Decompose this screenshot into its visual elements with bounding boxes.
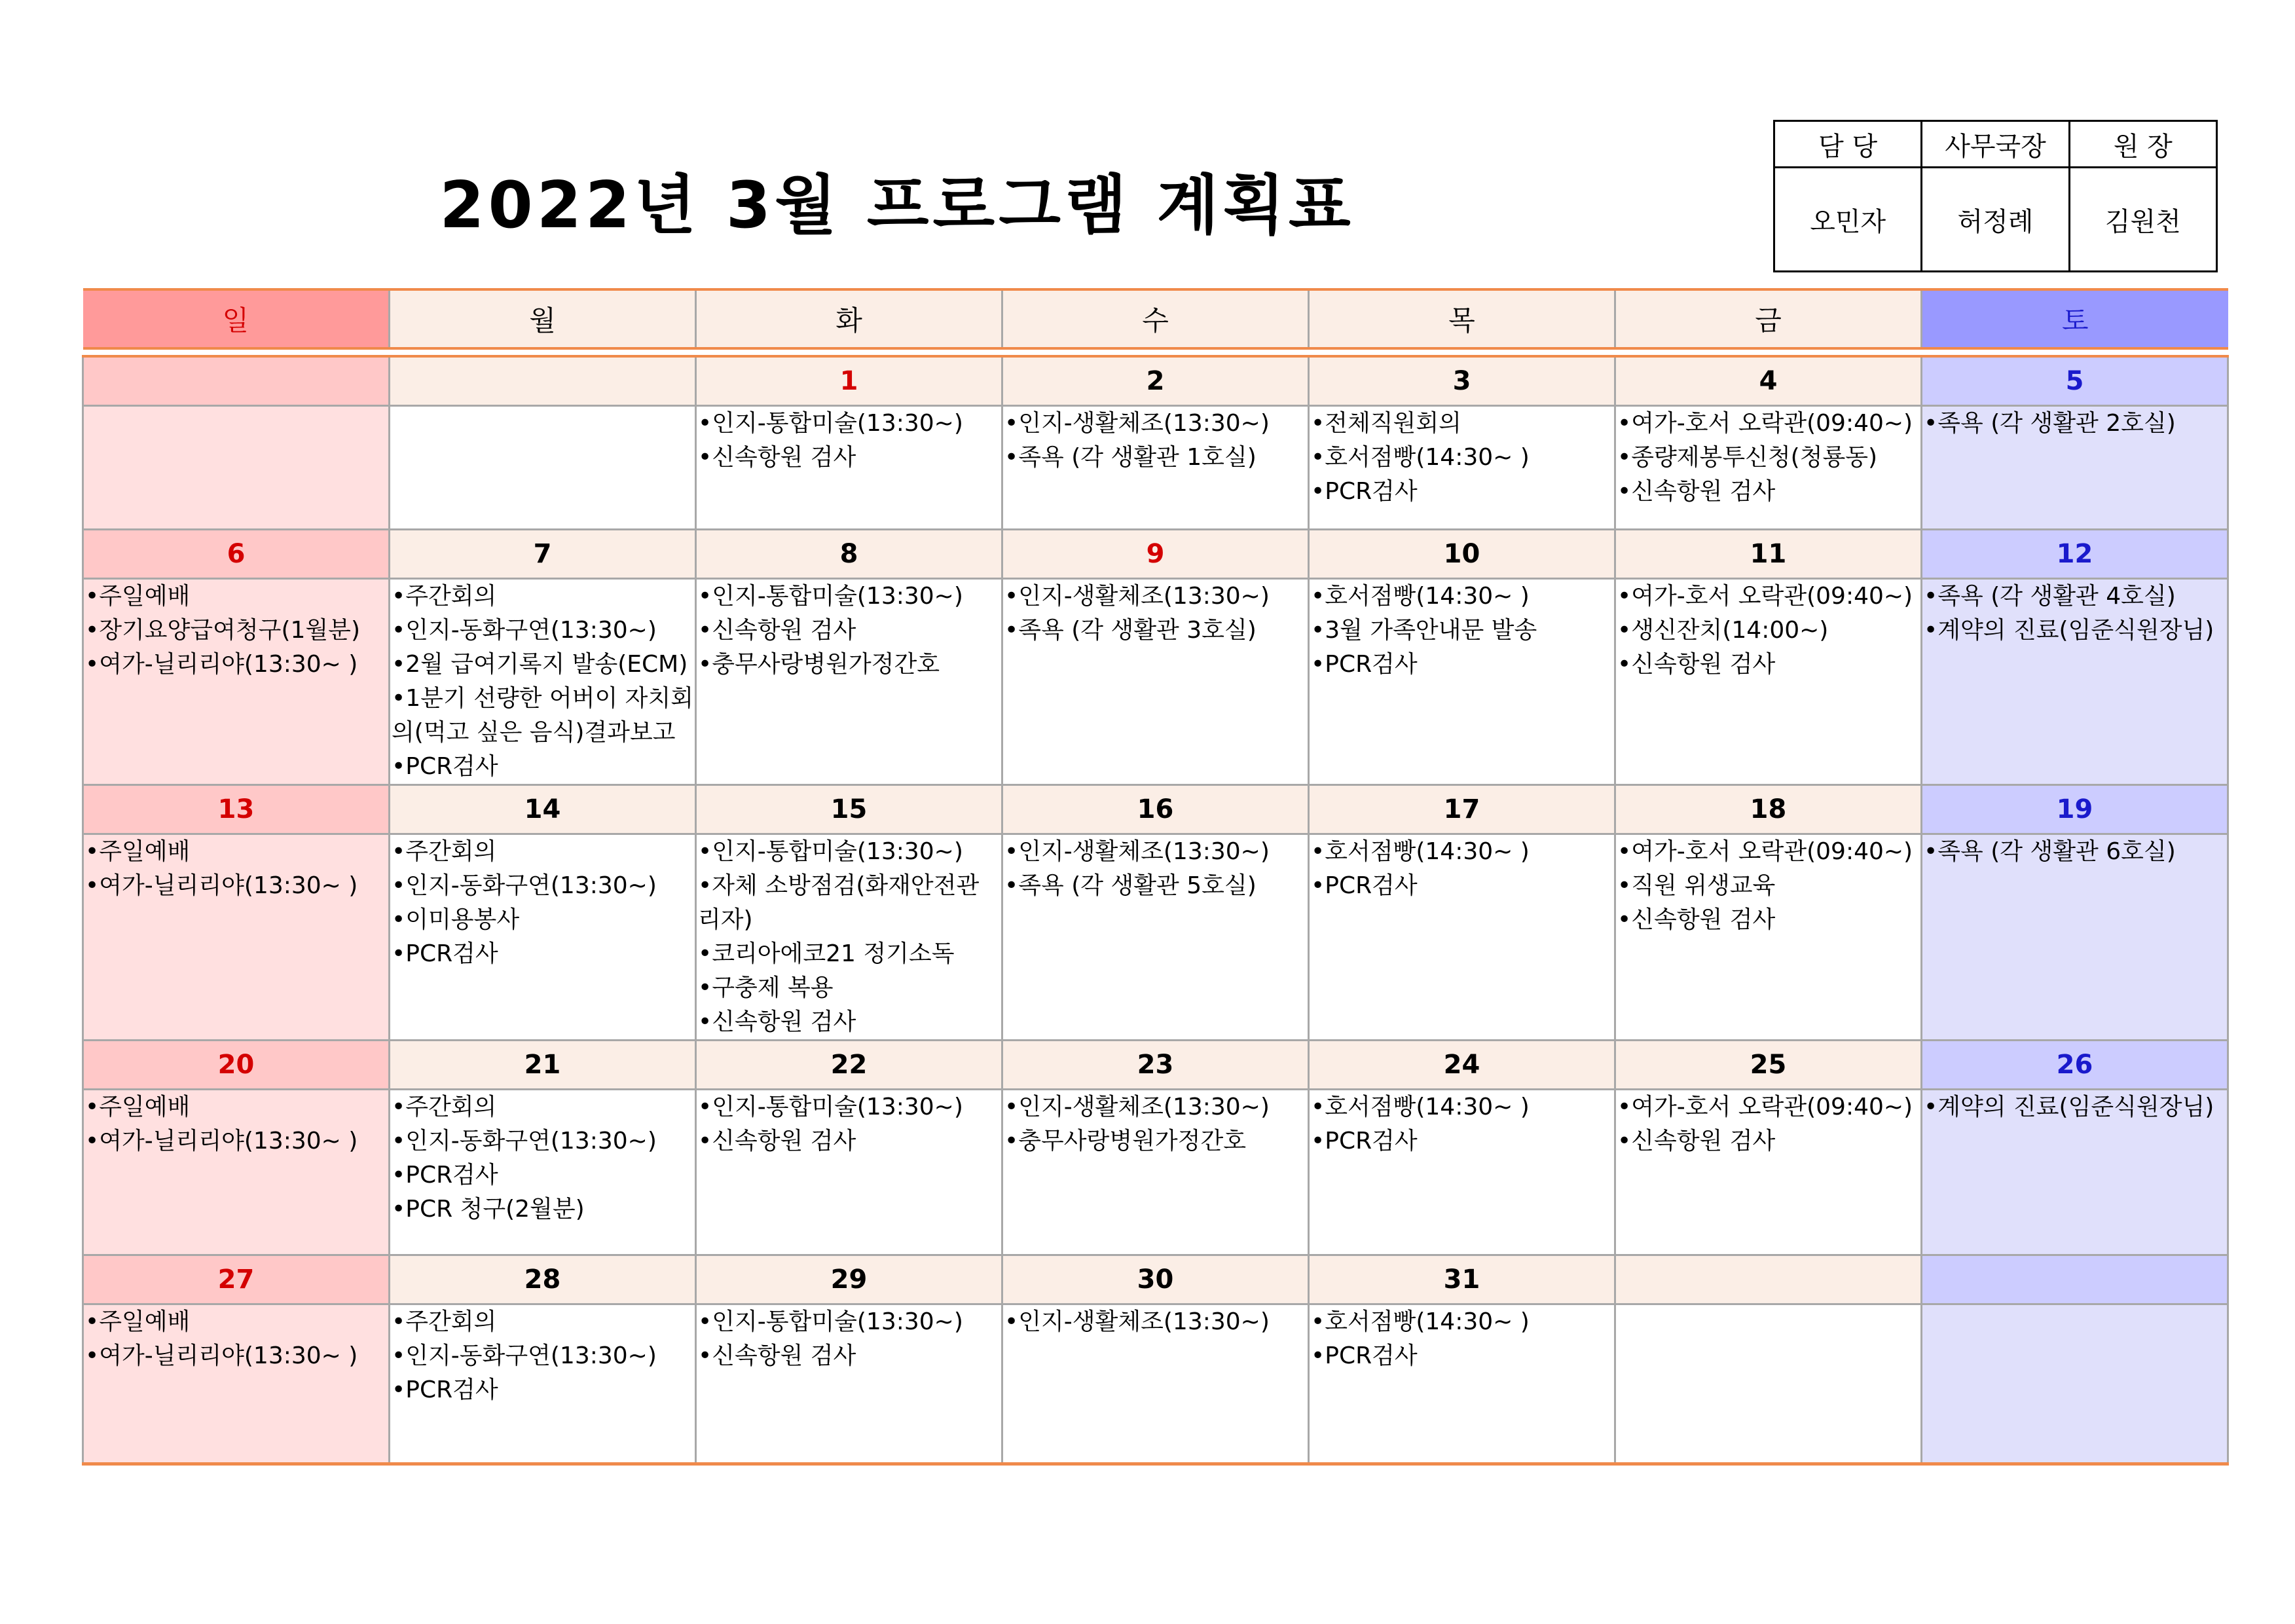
- day-events-cell: [696, 834, 1002, 1041]
- date-cell: 4: [1615, 356, 1922, 406]
- event-item: • 인지-통합미술(13:30~): [698, 1090, 1000, 1124]
- event-item: • 신속항원 검사: [1617, 903, 1919, 937]
- event-item: • 호서점빵(14:30~ ): [1311, 580, 1613, 614]
- event-list: [1922, 407, 2227, 441]
- event-item: • 인지-동화구연(13:30~): [392, 869, 693, 903]
- event-item: • 족욕 (각 생활관 2호실): [1924, 407, 2226, 441]
- date-cell: 7: [390, 530, 696, 579]
- event-list: [1003, 1090, 1308, 1158]
- event-item: • PCR검사: [392, 937, 693, 971]
- weekday-sat: 토: [1922, 289, 2228, 348]
- day-events-cell: [1922, 834, 2228, 1041]
- day-events-cell: [1922, 1090, 2228, 1255]
- date-cell: 6: [83, 530, 390, 579]
- day-events-cell: [83, 579, 390, 785]
- event-item: • 신속항원 검사: [698, 1124, 1000, 1158]
- event-list: [390, 1305, 695, 1407]
- date-cell: 17: [1309, 785, 1615, 834]
- event-item: • 인지-동화구연(13:30~): [392, 614, 693, 648]
- date-cell: 30: [1002, 1255, 1309, 1304]
- day-events-cell: [390, 579, 696, 785]
- event-list: [84, 835, 388, 903]
- event-item: • 신속항원 검사: [1617, 1124, 1919, 1158]
- approval-table: [1773, 120, 2218, 272]
- event-item: • 주일예배: [85, 835, 387, 869]
- event-item: • PCR검사: [392, 750, 693, 784]
- date-cell: [83, 356, 390, 406]
- event-item: • 계약의 진료(임준식원장님): [1924, 614, 2226, 648]
- event-item: • 신속항원 검사: [1617, 648, 1919, 682]
- day-events-cell: [696, 406, 1002, 530]
- event-item: • PCR검사: [392, 1158, 693, 1192]
- day-events-cell: [1309, 834, 1615, 1041]
- event-item: • 장기요양급여청구(1월분): [85, 614, 387, 648]
- date-cell: 24: [1309, 1041, 1615, 1090]
- event-list: [1616, 835, 1920, 937]
- event-item: • 신속항원 검사: [698, 614, 1000, 648]
- date-cell: 1: [696, 356, 1002, 406]
- day-events-cell: [1615, 579, 1922, 785]
- day-events-cell: [1309, 579, 1615, 785]
- event-list: [1922, 835, 2227, 869]
- date-cell: [1922, 1255, 2228, 1304]
- approval-header-manager: 담 당: [1774, 121, 1922, 168]
- event-list: [1310, 1305, 1614, 1373]
- event-item: • 신속항원 검사: [698, 1339, 1000, 1373]
- event-list: [1310, 835, 1614, 903]
- day-events-cell: [390, 1090, 696, 1255]
- event-item: • 족욕 (각 생활관 3호실): [1004, 614, 1306, 648]
- day-events-cell: [696, 579, 1002, 785]
- date-cell: 26: [1922, 1041, 2228, 1090]
- week-3-date-row: [83, 785, 2228, 834]
- event-item: • 신속항원 검사: [698, 1005, 1000, 1039]
- event-item: • PCR검사: [1311, 1124, 1613, 1158]
- approval-name-secretary: 허정례: [1922, 168, 2069, 272]
- event-item: • 1분기 선량한 어버이 자치회의(먹고 싶은 음식)결과보고: [392, 682, 693, 750]
- event-item: • 호서점빵(14:30~ ): [1311, 1305, 1613, 1339]
- day-events-cell: [390, 834, 696, 1041]
- weekday-mon: 월: [390, 289, 696, 348]
- weekday-fri: 금: [1615, 289, 1922, 348]
- event-item: • 주일예배: [85, 1090, 387, 1124]
- day-events-cell: [1922, 579, 2228, 785]
- event-item: • PCR검사: [1311, 475, 1613, 509]
- event-item: • 여가-호서 오락관(09:40~): [1617, 407, 1919, 441]
- date-cell: 27: [83, 1255, 390, 1304]
- day-events-cell: [390, 1304, 696, 1464]
- event-item: • 인지-통합미술(13:30~): [698, 1305, 1000, 1339]
- day-events-cell: [1002, 406, 1309, 530]
- date-cell: 28: [390, 1255, 696, 1304]
- event-item: • 인지-생활체조(13:30~): [1004, 1090, 1306, 1124]
- event-item: • 인지-생활체조(13:30~): [1004, 1305, 1306, 1339]
- event-item: • 주일예배: [85, 580, 387, 614]
- event-list: [1616, 407, 1920, 509]
- weekday-thu: 목: [1309, 289, 1615, 348]
- event-item: • 여가-호서 오락관(09:40~): [1617, 1090, 1919, 1124]
- event-list: [1003, 580, 1308, 648]
- day-events-cell: [1615, 834, 1922, 1041]
- event-item: • 이미용봉사: [392, 903, 693, 937]
- date-cell: 3: [1309, 356, 1615, 406]
- event-item: • 신속항원 검사: [698, 441, 1000, 475]
- event-list: [84, 580, 388, 682]
- date-cell: 22: [696, 1041, 1002, 1090]
- event-list: [697, 1090, 1001, 1158]
- event-item: • 여가-닐리리야(13:30~ ): [85, 1339, 387, 1373]
- event-item: • 주일예배: [85, 1305, 387, 1339]
- event-list: [1310, 580, 1614, 682]
- event-item: • 인지-통합미술(13:30~): [698, 835, 1000, 869]
- day-events-cell: [1002, 1304, 1309, 1464]
- week-4-date-row: [83, 1041, 2228, 1090]
- event-item: • 충무사랑병원가정간호: [1004, 1124, 1306, 1158]
- day-events-cell: [83, 834, 390, 1041]
- event-item: • 인지-통합미술(13:30~): [698, 580, 1000, 614]
- event-list: [390, 835, 695, 971]
- event-item: • 호서점빵(14:30~ ): [1311, 1090, 1613, 1124]
- event-item: • 계약의 진료(임준식원장님): [1924, 1090, 2226, 1124]
- event-list: [1616, 580, 1920, 682]
- date-cell: 13: [83, 785, 390, 834]
- day-events-cell: [83, 1304, 390, 1464]
- event-item: • 충무사랑병원가정간호: [698, 648, 1000, 682]
- event-item: • PCR검사: [392, 1373, 693, 1407]
- day-events-cell: [1002, 579, 1309, 785]
- date-cell: 20: [83, 1041, 390, 1090]
- page-title: 2022년 3월 프로그램 계획표: [439, 168, 1355, 243]
- event-list: [697, 1305, 1001, 1373]
- event-list: [390, 1090, 695, 1227]
- date-cell: 21: [390, 1041, 696, 1090]
- day-events-cell: [83, 1090, 390, 1255]
- event-item: • 자체 소방점검(화재안전관리자): [698, 869, 1000, 937]
- event-item: • 전체직원회의: [1311, 407, 1613, 441]
- week-5-events-row: [83, 1304, 2228, 1464]
- event-list: [1310, 407, 1614, 509]
- date-cell: [390, 356, 696, 406]
- weekday-sun: 일: [83, 289, 390, 348]
- event-item: • 인지-동화구연(13:30~): [392, 1124, 693, 1158]
- day-events-cell: [390, 406, 696, 530]
- week-4-events-row: [83, 1090, 2228, 1255]
- event-item: • 인지-통합미술(13:30~): [698, 407, 1000, 441]
- event-list: [390, 580, 695, 784]
- event-item: • 생신잔치(14:00~): [1617, 614, 1919, 648]
- event-list: [697, 580, 1001, 682]
- date-cell: 5: [1922, 356, 2228, 406]
- approval-name-director: 김원천: [2069, 168, 2216, 272]
- event-item: • PCR 청구(2월분): [392, 1192, 693, 1227]
- approval-name-manager: 오민자: [1774, 168, 1922, 272]
- event-list: [1616, 1090, 1920, 1158]
- event-item: • 구충제 복용: [698, 971, 1000, 1005]
- weekday-tue: 화: [696, 289, 1002, 348]
- event-list: [1003, 1305, 1308, 1339]
- date-cell: 16: [1002, 785, 1309, 834]
- day-events-cell: [1922, 406, 2228, 530]
- event-item: • 족욕 (각 생활관 1호실): [1004, 441, 1306, 475]
- event-item: • 여가-닐리리야(13:30~ ): [85, 869, 387, 903]
- day-events-cell: [1615, 1304, 1922, 1464]
- event-item: • 족욕 (각 생활관 4호실): [1924, 580, 2226, 614]
- date-cell: [1615, 1255, 1922, 1304]
- event-item: • 인지-생활체조(13:30~): [1004, 407, 1306, 441]
- event-item: • PCR검사: [1311, 869, 1613, 903]
- event-item: • 여가-호서 오락관(09:40~): [1617, 580, 1919, 614]
- week-2-events-row: [83, 579, 2228, 785]
- event-list: [1003, 407, 1308, 475]
- event-item: • 여가-호서 오락관(09:40~): [1617, 835, 1919, 869]
- approval-header-director: 원 장: [2069, 121, 2216, 168]
- date-cell: 12: [1922, 530, 2228, 579]
- date-cell: 14: [390, 785, 696, 834]
- week-2-date-row: [83, 530, 2228, 579]
- event-item: • 주간회의: [392, 835, 693, 869]
- event-item: • 인지-생활체조(13:30~): [1004, 835, 1306, 869]
- date-cell: 8: [696, 530, 1002, 579]
- day-events-cell: [696, 1304, 1002, 1464]
- date-cell: 31: [1309, 1255, 1615, 1304]
- event-list: [1003, 835, 1308, 903]
- event-item: • 종량제봉투신청(청룡동): [1617, 441, 1919, 475]
- event-item: • PCR검사: [1311, 648, 1613, 682]
- event-item: • 호서점빵(14:30~ ): [1311, 441, 1613, 475]
- day-events-cell: [1309, 406, 1615, 530]
- event-list: [84, 1090, 388, 1158]
- event-list: [84, 1305, 388, 1373]
- event-item: • 주간회의: [392, 580, 693, 614]
- day-events-cell: [1002, 834, 1309, 1041]
- header-spacer: [83, 348, 2228, 356]
- event-list: [1310, 1090, 1614, 1158]
- event-item: • 코리아에코21 정기소독: [698, 937, 1000, 971]
- date-cell: 23: [1002, 1041, 1309, 1090]
- event-list: [1922, 580, 2227, 648]
- date-cell: 15: [696, 785, 1002, 834]
- day-events-cell: [1002, 1090, 1309, 1255]
- date-cell: 29: [696, 1255, 1002, 1304]
- day-events-cell: [1615, 406, 1922, 530]
- day-events-cell: [1615, 1090, 1922, 1255]
- event-item: • 2월 급여기록지 발송(ECM): [392, 648, 693, 682]
- day-events-cell: [83, 406, 390, 530]
- week-1-date-row: [83, 356, 2228, 406]
- event-item: • 주간회의: [392, 1305, 693, 1339]
- event-item: • 여가-닐리리야(13:30~ ): [85, 648, 387, 682]
- event-item: • 신속항원 검사: [1617, 475, 1919, 509]
- day-events-cell: [1309, 1090, 1615, 1255]
- calendar-table: [82, 288, 2229, 1466]
- event-item: • 인지-동화구연(13:30~): [392, 1339, 693, 1373]
- date-cell: 11: [1615, 530, 1922, 579]
- week-3-events-row: [83, 834, 2228, 1041]
- date-cell: 2: [1002, 356, 1309, 406]
- date-cell: 25: [1615, 1041, 1922, 1090]
- event-item: • 인지-생활체조(13:30~): [1004, 580, 1306, 614]
- date-cell: 18: [1615, 785, 1922, 834]
- date-cell: 10: [1309, 530, 1615, 579]
- event-item: • 여가-닐리리야(13:30~ ): [85, 1124, 387, 1158]
- event-list: [1922, 1090, 2227, 1124]
- day-events-cell: [1922, 1304, 2228, 1464]
- date-cell: 9: [1002, 530, 1309, 579]
- weekday-wed: 수: [1002, 289, 1309, 348]
- event-item: • PCR검사: [1311, 1339, 1613, 1373]
- event-list: [697, 407, 1001, 475]
- event-item: • 3월 가족안내문 발송: [1311, 614, 1613, 648]
- event-item: • 주간회의: [392, 1090, 693, 1124]
- event-list: [697, 835, 1001, 1039]
- day-events-cell: [1309, 1304, 1615, 1464]
- event-item: • 족욕 (각 생활관 5호실): [1004, 869, 1306, 903]
- day-events-cell: [696, 1090, 1002, 1255]
- date-cell: 19: [1922, 785, 2228, 834]
- event-item: • 족욕 (각 생활관 6호실): [1924, 835, 2226, 869]
- approval-header-secretary: 사무국장: [1922, 121, 2069, 168]
- week-1-events-row: [83, 406, 2228, 530]
- event-item: • 직원 위생교육: [1617, 869, 1919, 903]
- week-5-date-row: [83, 1255, 2228, 1304]
- weekday-header-row: [83, 289, 2228, 348]
- event-item: • 호서점빵(14:30~ ): [1311, 835, 1613, 869]
